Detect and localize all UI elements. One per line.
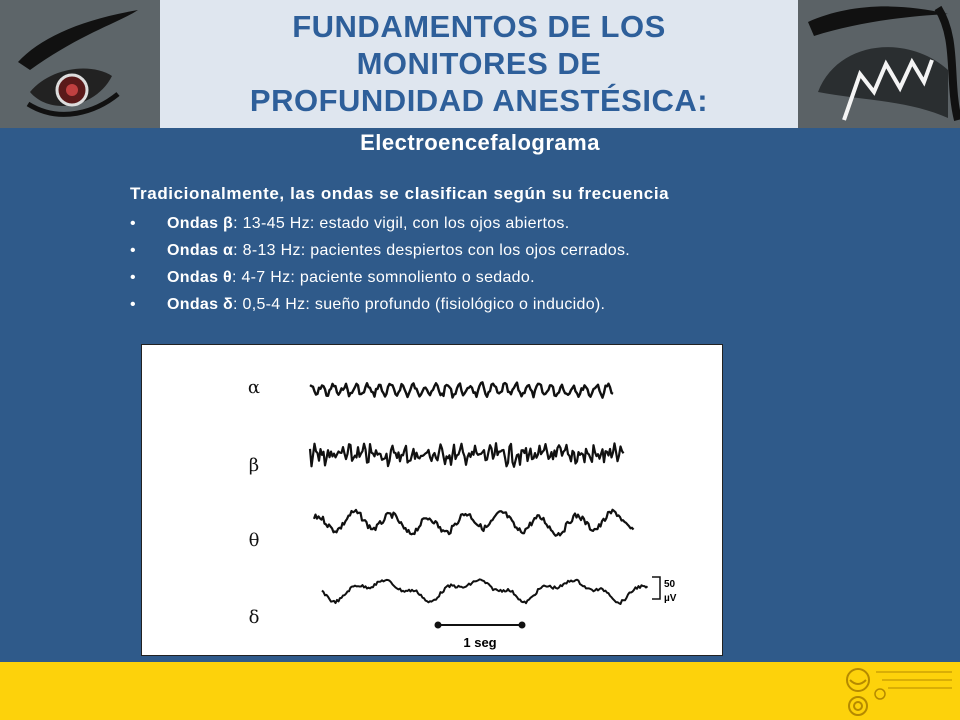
- wave-description: : 0,5-4 Hz: sueño profundo (fisiológico o inducido).: [233, 296, 606, 313]
- beta-wave-trace: [310, 443, 624, 467]
- amplitude-scale-bracket: [652, 577, 660, 599]
- footer-bar: [0, 662, 960, 720]
- time-scale-bar: [435, 622, 526, 629]
- title-line-2: MONITORES DE: [356, 46, 602, 81]
- list-item: • Ondas δ: 0,5-4 Hz: sueño profundo (fisiológico o inducido).: [130, 296, 606, 313]
- list-item: • Ondas α: 8-13 Hz: pacientes despiertos con los ojos cerrados.: [130, 242, 631, 259]
- header-bar: [0, 0, 960, 128]
- wave-name: Ondas α: [167, 242, 234, 259]
- wave-name: Ondas δ: [167, 296, 234, 313]
- lead-text: Tradicionalmente, las ondas se clasifican según su frecuencia: [130, 184, 670, 203]
- beta-label: β: [248, 455, 260, 476]
- title-line-3: PROFUNDIDAD ANESTÉSICA:: [249, 83, 709, 118]
- theta-wave-trace: [314, 510, 634, 536]
- eye-artwork-left: [0, 0, 160, 128]
- time-scale-label: 1 seg: [463, 635, 497, 650]
- wave-name: Ondas β: [167, 215, 234, 232]
- slide-title: [160, 8, 798, 119]
- title-line-1: FUNDAMENTOS DE LOS: [292, 9, 666, 44]
- wave-description: : 4-7 Hz: paciente somnoliento o sedado.: [231, 269, 535, 286]
- eye-artwork-right: [798, 0, 960, 128]
- amplitude-scale-value: 50: [664, 579, 676, 590]
- list-item: • Ondas β: 13-45 Hz: estado vigil, con los ojos abiertos.: [130, 215, 570, 232]
- wave-description: : 13-45 Hz: estado vigil, con los ojos abiertos.: [233, 215, 570, 232]
- eeg-traces: [142, 345, 722, 655]
- society-logo: [840, 664, 958, 718]
- list-item: • Ondas θ: 4-7 Hz: paciente somnoliento o sedado.: [130, 269, 535, 286]
- wave-list: [130, 210, 930, 318]
- alpha-label: α: [247, 377, 261, 398]
- alpha-wave-trace: [310, 382, 613, 397]
- delta-wave-trace: [322, 579, 648, 604]
- slide-subtitle: Electroencefalograma: [360, 130, 600, 155]
- amplitude-scale-unit: µV: [664, 593, 677, 604]
- eeg-figure: [141, 344, 723, 656]
- wave-description: : 8-13 Hz: pacientes despiertos con los ojos cerrados.: [233, 242, 631, 259]
- theta-label: θ: [248, 530, 260, 551]
- wave-name: Ondas θ: [167, 269, 232, 286]
- delta-label: δ: [248, 607, 260, 628]
